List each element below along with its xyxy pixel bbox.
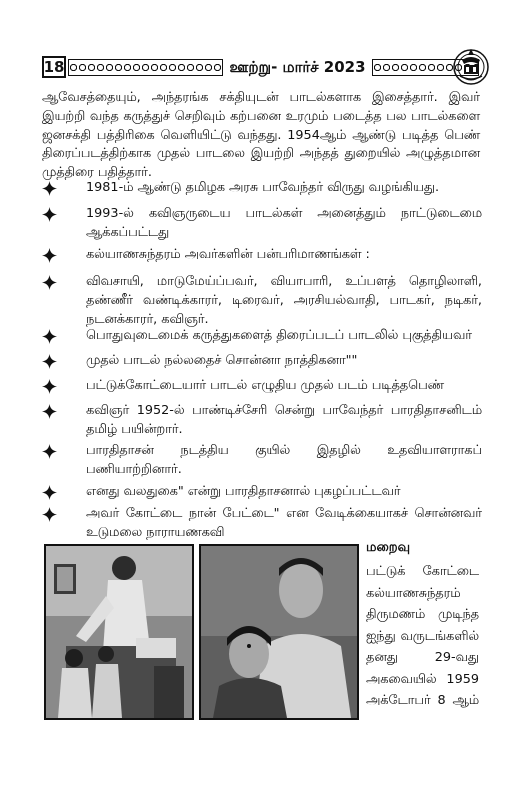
diamond-bullet-icon: [42, 404, 57, 419]
section-text: பட்டுக் கோட்டை கல்யாணசுந்தரம் திருமணம் முடிந்த ஐந்து வருடங்களில் தனது 29-வது அகவையில் 1959 அக்டோபர் 8 ஆம்: [366, 564, 479, 708]
photo-illustration: [46, 546, 192, 718]
diamond-bullet-icon: [42, 354, 57, 369]
diamond-bullet-icon: [42, 329, 57, 344]
page-number: 18: [43, 58, 65, 76]
diamond-bullet-icon: [42, 181, 57, 196]
list-item-text: எனது வலதுகை" என்று பாரதிதாசனால் புகழப்பட்டவர்: [86, 484, 401, 499]
list-item-text: 1993-ல் கவிஞருடைய பாடல்கள் அனைத்தும் நாட்டுடைமை ஆக்கப்பட்டது: [86, 206, 482, 240]
diamond-bullet-icon: [42, 207, 57, 222]
diamond-bullet-icon: [42, 444, 57, 459]
page-header: [42, 56, 479, 80]
list-item-text: பாரதிதாசன் நடத்திய குயில் இதழில் உதவியாளராகப் பணியாற்றினார்.: [86, 443, 482, 477]
list-item-text: பொதுவுடைமைக் கருத்துகளைத் திரைப்படப் பாடலில் புகுத்தியவர்: [86, 328, 472, 343]
photo-poet-with-wife: [199, 544, 359, 720]
header-ornament-left: [68, 59, 223, 76]
photo-illustration: [201, 546, 357, 718]
section-heading: மறைவு: [366, 540, 411, 555]
diamond-bullet-icon: [42, 485, 57, 500]
photo-poet-with-children: [44, 544, 194, 720]
list-item-text: கல்யாணசுந்தரம் அவர்களின் பன்பரிமாணங்கள் :: [86, 247, 370, 262]
list-item-text: அவர் கோட்டை நான் பேட்டை" என வேடிக்கையாகச் சொன்னவர் உடுமலை நாராயணகவி: [86, 506, 482, 540]
list-item-text: முதல் பாடல் நல்லதைச் சொன்னா நாத்திகனா"": [86, 353, 358, 368]
list-item-text: பட்டுக்கோட்டையார் பாடல் எழுதிய முதல் படம் படித்தபெண்: [86, 378, 444, 393]
list-item-text: விவசாயி, மாடுமேய்ப்பவர், வியாபாரி, உப்பளத் தொழிலாளி, தண்ணீர் வண்டிக்காரர், டிரைவர், அரசியல்வாதி, பாடகர், நடிகர், நடனக்காரர், கவிஞர்.: [86, 274, 482, 327]
magazine-title: ஊற்று- மார்ச் 2023: [229, 58, 366, 76]
diamond-bullet-icon: [42, 248, 57, 263]
list-item-text: கவிஞர் 1952-ல் பாண்டிச்சேரி சென்று பாவேந்தர் பாரதிதாசனிடம் தமிழ் பயின்றார்.: [86, 403, 482, 437]
list-item-text: 1981-ம் ஆண்டு தமிழக அரசு பாவேந்தர் விருது வழங்கியது.: [86, 180, 440, 195]
diamond-bullet-icon: [42, 507, 57, 522]
magazine-logo-icon: [451, 46, 491, 86]
intro-paragraph: ஆவேசத்தையும், அந்தரங்க சக்தியுடன் பாடல்களாக இசைத்தார். இவர் இயற்றி வந்த கருத்துச் செறிவும் கற்பனை உரமும் படைத்த பல பாடல்களை ஜனசக்தி பத்திரிகை வெளியிட்டு வந்தது. 1954ஆம் ஆண்டு படித்த பெண் திரைப்படத்திற்காக முதல் பாடலை இயற்றி அந்தத் துறையில் அழுத்தமான முத்திரை பதித்தார்.: [42, 90, 480, 181]
diamond-bullet-icon: [42, 379, 57, 394]
diamond-bullet-icon: [42, 275, 57, 290]
